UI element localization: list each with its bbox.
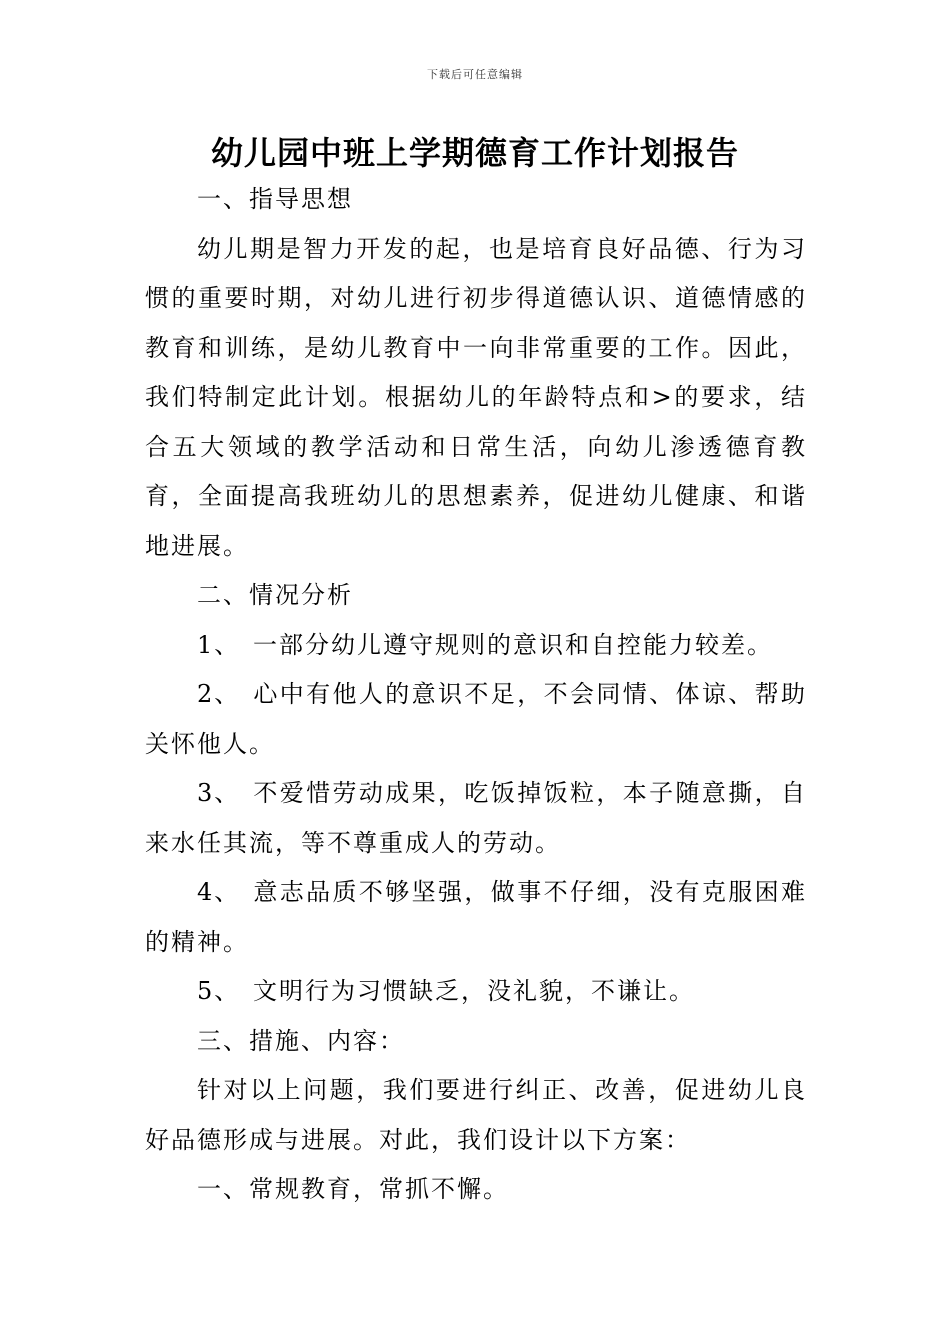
- list-item: [145, 967, 807, 1017]
- list-item-number: 4、: [197, 878, 241, 906]
- list-item: [145, 868, 807, 967]
- list-item-text: 一部分幼儿遵守规则的意识和自控能力较差。: [253, 630, 773, 659]
- list-item-text: 不爱惜劳动成果，吃饭掉饭粒，本子随意撕，自来水任其流，等不尊重成人的劳动。: [145, 779, 807, 857]
- list-item-number: 1、: [197, 630, 241, 659]
- section-heading-measures: 三、措施、内容：: [197, 1026, 405, 1055]
- list-item-number: 2、: [197, 680, 241, 708]
- list-item-number: 5、: [197, 977, 241, 1005]
- list-item: [145, 769, 807, 868]
- section-heading-analysis: 二、情况分析: [197, 581, 353, 609]
- header-note: 下载后可任意编辑: [427, 68, 523, 81]
- list-item: [145, 621, 807, 671]
- document-body: [145, 175, 807, 1215]
- list-item: [145, 670, 807, 769]
- document-title: 幼儿园中班上学期德育工作计划报告: [210, 134, 739, 172]
- list-item-text: 意志品质不够坚强，做事不仔细，没有克服困难的精神。: [145, 878, 807, 956]
- list-item-number: 3、: [197, 779, 241, 807]
- section-heading-guiding: 一、指导思想: [197, 185, 353, 213]
- list-item-text: 文明行为习惯缺乏，没礼貌，不谦让。: [253, 977, 695, 1005]
- section-heading-routine: 一、常规教育，常抓不懈。: [197, 1175, 509, 1203]
- paragraph-guiding: 幼儿期是智力开发的起，也是培育良好品德、行为习惯的重要时期，对幼儿进行初步得道德认识、道德情感的教育和训练，是幼儿教育中一向非常重要的工作。因此，我们特制定此计划。根据幼儿的年龄特点和>的要求，结合五大领域的教学活动和日常生活，向幼儿渗透德育教育，全面提高我班幼儿的思想素养，促进幼儿健康、和谐地进展。: [145, 234, 807, 560]
- list-item-text: 心中有他人的意识不足，不会同情、体谅、帮助关怀他人。: [145, 680, 807, 758]
- paragraph-measures: 针对以上问题，我们要进行纠正、改善，促进幼儿良好品德形成与进展。对此，我们设计以下方案：: [145, 1076, 807, 1154]
